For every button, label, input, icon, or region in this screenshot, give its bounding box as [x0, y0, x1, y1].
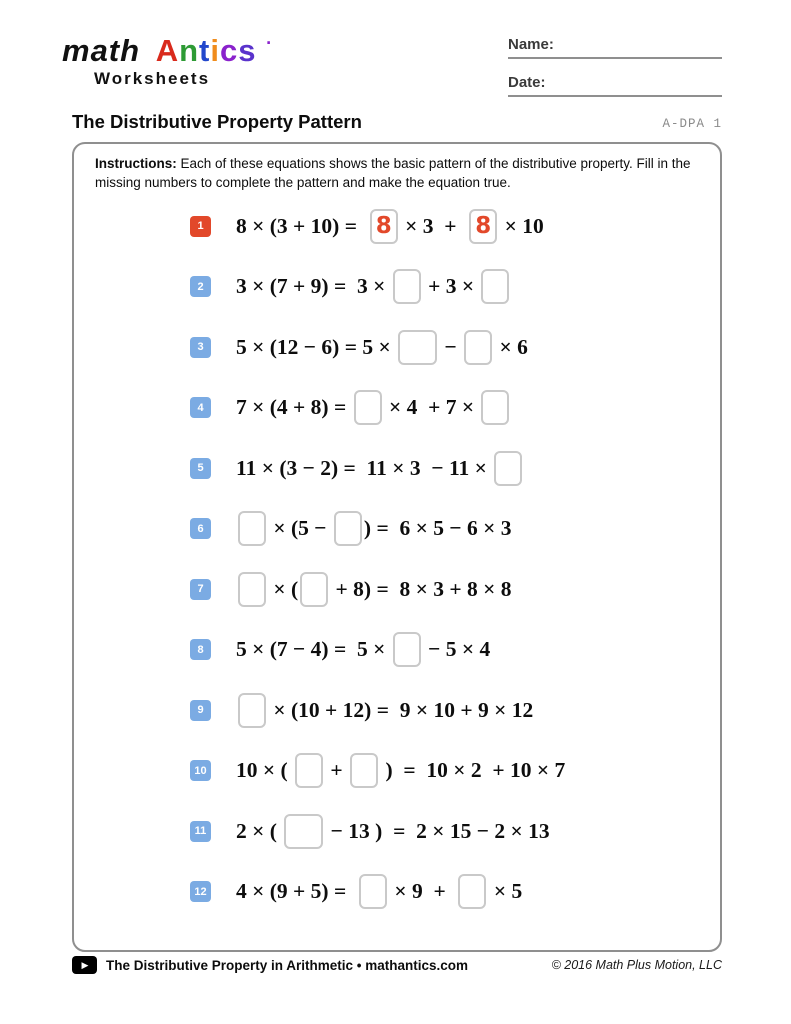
problem-row	[190, 741, 720, 802]
equation	[236, 632, 490, 667]
problem-number-badge: 7	[190, 579, 211, 600]
answer-box-empty[interactable]	[284, 814, 323, 849]
answer-box-empty[interactable]	[393, 269, 421, 304]
equation-text: 10 × (	[236, 758, 294, 783]
logo-letter: t	[199, 33, 211, 68]
logo-tm-dot: ·	[266, 33, 274, 53]
equation	[236, 330, 528, 365]
equation-text: × (	[268, 576, 299, 601]
problem-number-badge: 8	[190, 639, 211, 660]
answer-box-empty[interactable]	[238, 572, 266, 607]
problem-row	[190, 801, 720, 862]
logo-letter: n	[179, 33, 200, 68]
answer-box-empty[interactable]	[398, 330, 437, 365]
equation-text: 3 × (7 + 9) = 3 ×	[236, 274, 391, 299]
play-icon: ▶	[72, 956, 97, 974]
instructions	[74, 144, 720, 192]
equation-text: 5 × (12 − 6) = 5 ×	[236, 334, 397, 359]
answer-box-empty[interactable]	[393, 632, 421, 667]
equation-text: × 5	[488, 879, 523, 904]
answer-box-empty[interactable]	[238, 511, 266, 546]
problem-number-badge: 12	[190, 881, 211, 902]
equation	[236, 693, 533, 728]
equation	[236, 269, 511, 304]
equation	[236, 209, 544, 244]
equation	[236, 572, 511, 607]
problem-row	[190, 620, 720, 681]
logo-subtitle: Worksheets	[93, 69, 211, 88]
date-label: Date:	[508, 74, 546, 91]
problem-row	[190, 499, 720, 560]
name-date-block	[508, 36, 722, 112]
answer-box-empty[interactable]	[494, 451, 522, 486]
problem-row	[190, 680, 720, 741]
worksheet-code: A-DPA 1	[662, 117, 722, 131]
answer-box-empty[interactable]	[464, 330, 492, 365]
problem-row	[190, 378, 720, 439]
page-title: The Distributive Property Pattern	[72, 111, 362, 132]
equation-text: +	[325, 758, 349, 783]
equation-text: ) = 10 × 2 + 10 × 7	[380, 758, 566, 783]
equation-text: 2 × (	[236, 818, 283, 843]
problem-number-badge: 10	[190, 760, 211, 781]
equation-text: × 6	[494, 334, 528, 359]
answer-box-empty[interactable]	[359, 874, 387, 909]
footer-brand-group	[72, 956, 468, 974]
logo-wordmark	[62, 33, 274, 68]
worksheet-frame	[72, 142, 722, 952]
name-label: Name:	[508, 36, 554, 53]
equation-text: 8 × (3 + 10) =	[236, 213, 368, 238]
answer-box-empty[interactable]	[350, 753, 378, 788]
problem-row	[190, 196, 720, 257]
answer-box-filled[interactable]	[370, 209, 398, 244]
equation	[236, 451, 524, 486]
equation-text: 5 × (7 − 4) = 5 ×	[236, 637, 391, 662]
equation-text: 7 × (4 + 8) =	[236, 395, 352, 420]
problem-number-badge: 4	[190, 397, 211, 418]
problem-number-badge: 11	[190, 821, 211, 842]
equation	[236, 753, 565, 788]
math-antics-logo	[62, 33, 274, 89]
equation	[236, 511, 511, 546]
equation-text: + 8) = 8 × 3 + 8 × 8	[330, 576, 512, 601]
problem-row	[190, 257, 720, 318]
problem-number-badge: 6	[190, 518, 211, 539]
problem-number-badge: 5	[190, 458, 211, 479]
equation	[236, 390, 511, 425]
equation-text: ) = 6 × 5 − 6 × 3	[363, 516, 512, 541]
equation-text: × 4 + 7 ×	[383, 395, 480, 420]
equation-text: 4 × (9 + 5) =	[236, 879, 357, 904]
problem-row	[190, 438, 720, 499]
equation-text: × 3 +	[399, 213, 468, 238]
name-field[interactable]	[508, 36, 722, 59]
answer-digit: 8	[375, 212, 392, 239]
equation-text: − 13 ) = 2 × 15 − 2 × 13	[325, 818, 550, 843]
problem-row	[190, 862, 720, 923]
equation-text: 11 × (3 − 2) = 11 × 3 − 11 ×	[236, 455, 493, 480]
answer-box-empty[interactable]	[334, 511, 362, 546]
equation-text: + 3 ×	[422, 274, 480, 299]
footer-brand-text: The Distributive Property in Arithmetic • mathantics.com	[106, 957, 469, 973]
answer-box-empty[interactable]	[238, 693, 266, 728]
logo-letter: i	[210, 33, 220, 68]
equation-text: × (10 + 12) = 9 × 10 + 9 × 12	[268, 697, 534, 722]
answer-box-empty[interactable]	[458, 874, 486, 909]
logo-letter: s	[238, 33, 257, 68]
answer-box-filled[interactable]	[469, 209, 497, 244]
logo-word-antics	[156, 35, 257, 66]
problem-row	[190, 559, 720, 620]
equation-text: −	[439, 334, 463, 359]
footer-copyright: © 2016 Math Plus Motion, LLC	[551, 958, 722, 972]
equation-text: − 5 × 4	[422, 637, 491, 662]
problem-row	[190, 317, 720, 378]
equation-text: × (5 −	[268, 516, 332, 541]
logo-word-math: math	[62, 33, 141, 68]
equation	[236, 874, 522, 909]
problems-list	[74, 196, 720, 922]
problem-number-badge: 2	[190, 276, 211, 297]
logo-letter: A	[155, 33, 180, 68]
equation-text: × 9 +	[388, 879, 457, 904]
date-field[interactable]	[508, 74, 722, 97]
logo-letter: c	[219, 33, 239, 68]
instructions-label: Instructions:	[95, 156, 177, 171]
answer-box-empty[interactable]	[354, 390, 382, 425]
equation-text: × 10	[499, 213, 544, 238]
answer-box-empty[interactable]	[300, 572, 328, 607]
answer-box-empty[interactable]	[295, 753, 323, 788]
problem-number-badge: 3	[190, 337, 211, 358]
instructions-text: Each of these equations shows the basic pattern of the distributive property. Fill in the missing numbers to complete the pattern and make the equation true.	[95, 156, 691, 190]
problem-number-badge: 9	[190, 700, 211, 721]
answer-digit: 8	[475, 212, 492, 239]
answer-box-empty[interactable]	[481, 269, 509, 304]
title-bar	[72, 111, 722, 133]
equation	[236, 814, 550, 849]
problem-number-badge: 1	[190, 216, 211, 237]
footer	[72, 956, 722, 974]
answer-box-empty[interactable]	[481, 390, 509, 425]
